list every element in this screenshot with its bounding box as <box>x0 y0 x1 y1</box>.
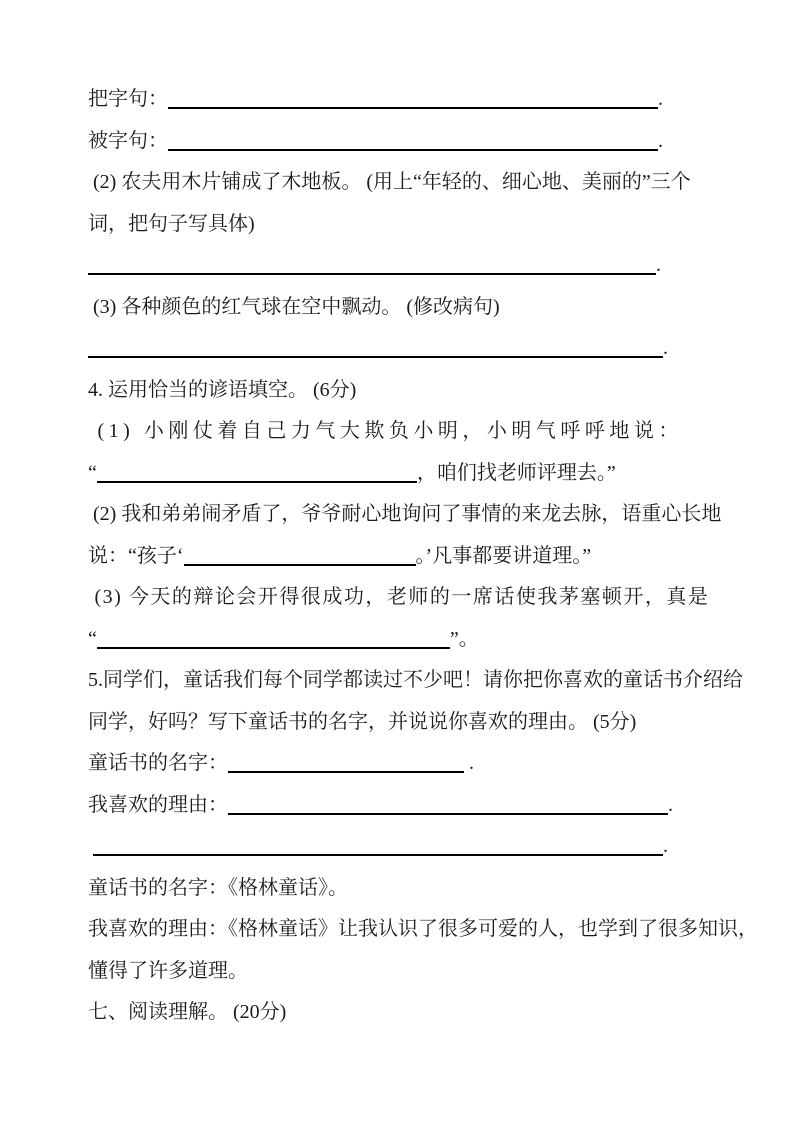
text-line <box>88 536 728 578</box>
text-segment: 童话书的名字：《格林童话》。 <box>88 876 348 899</box>
text-segment: (2) 农夫用木片铺成了木地板。 (用上“年轻的、细心地、美丽的”三个 <box>88 171 691 193</box>
text-segment: 懂得了许多道理。 <box>88 959 248 982</box>
text-line <box>88 743 728 785</box>
text-line <box>88 619 728 661</box>
text-segment: 七、阅读理解。 (20分) <box>88 1001 287 1023</box>
text-segment: ”。 <box>449 627 479 650</box>
text-line <box>88 494 728 536</box>
text-line <box>88 328 728 370</box>
text-line <box>88 453 728 495</box>
text-segment: 把字句： <box>88 88 168 110</box>
text-segment: (3) 各种颜色的红气球在空中飘动。 (修改病句) <box>88 295 500 318</box>
text-segment: ，咱们找老师评理去。” <box>416 461 616 484</box>
text-segment: 4. 运用恰当的谚语填空。 (6分) <box>88 378 357 401</box>
text-line <box>88 660 743 702</box>
text-segment: (1) 小刚仗着自己力气大欺负小明，小明气呼呼地说： <box>88 420 683 442</box>
text-line <box>88 162 728 204</box>
text-line <box>88 992 728 1034</box>
text-segment: . <box>658 129 663 152</box>
text-line <box>88 245 728 287</box>
text-segment: 同学，好吗？写下童话书的名字，并说说你喜欢的理由。 (5分) <box>88 710 637 733</box>
text-segment: 词，把句子写具体) <box>88 212 255 235</box>
answer-blank <box>97 645 450 649</box>
answer-blank <box>184 562 416 566</box>
text-line <box>88 702 728 744</box>
text-segment: . <box>658 88 663 110</box>
text-segment: . <box>656 254 661 276</box>
text-segment: . <box>663 835 668 857</box>
text-line <box>88 826 728 868</box>
text-line <box>88 909 758 951</box>
text-line <box>88 577 728 619</box>
text-segment: 童话书的名字： <box>88 752 228 774</box>
text-segment: 。’凡事都要讲道理。” <box>415 544 592 567</box>
text-segment: (3) 今天的辩论会开得很成功，老师的一席话使我茅塞顿开，真是 <box>88 586 710 608</box>
text-segment: “ <box>88 461 97 484</box>
text-line <box>88 204 728 246</box>
answer-blank <box>93 852 663 856</box>
answer-blank <box>228 769 464 773</box>
text-line <box>88 287 728 329</box>
text-segment: . <box>663 337 668 359</box>
text-line <box>88 370 728 412</box>
text-line <box>88 121 728 163</box>
text-segment: 被字句： <box>88 129 168 152</box>
text-line <box>88 868 728 910</box>
answer-blank <box>168 105 658 109</box>
answer-blank <box>228 811 668 815</box>
answer-blank <box>168 147 658 151</box>
text-segment: 说：“孩子‘ <box>88 544 184 567</box>
text-line <box>88 79 728 121</box>
text-segment: . <box>668 793 673 816</box>
text-line <box>88 951 728 993</box>
answer-blank <box>88 354 663 358</box>
text-line <box>88 785 728 827</box>
text-segment: 5.同学们，童话我们每个同学都读过不少吧！请你把你喜欢的童话书介绍给 <box>88 669 743 691</box>
text-segment: . <box>464 752 474 774</box>
answer-blank <box>97 479 417 483</box>
text-segment: “ <box>88 627 97 650</box>
text-segment: 我喜欢的理由： <box>88 793 228 816</box>
text-segment: (2) 我和弟弟闹矛盾了，爷爷耐心地询问了事情的来龙去脉，语重心长地 <box>88 503 722 525</box>
document-body <box>88 79 758 1034</box>
text-line <box>88 411 728 453</box>
answer-blank <box>88 271 656 275</box>
text-segment: 我喜欢的理由：《格林童话》让我认识了很多可爱的人，也学到了很多知识， <box>88 918 758 940</box>
